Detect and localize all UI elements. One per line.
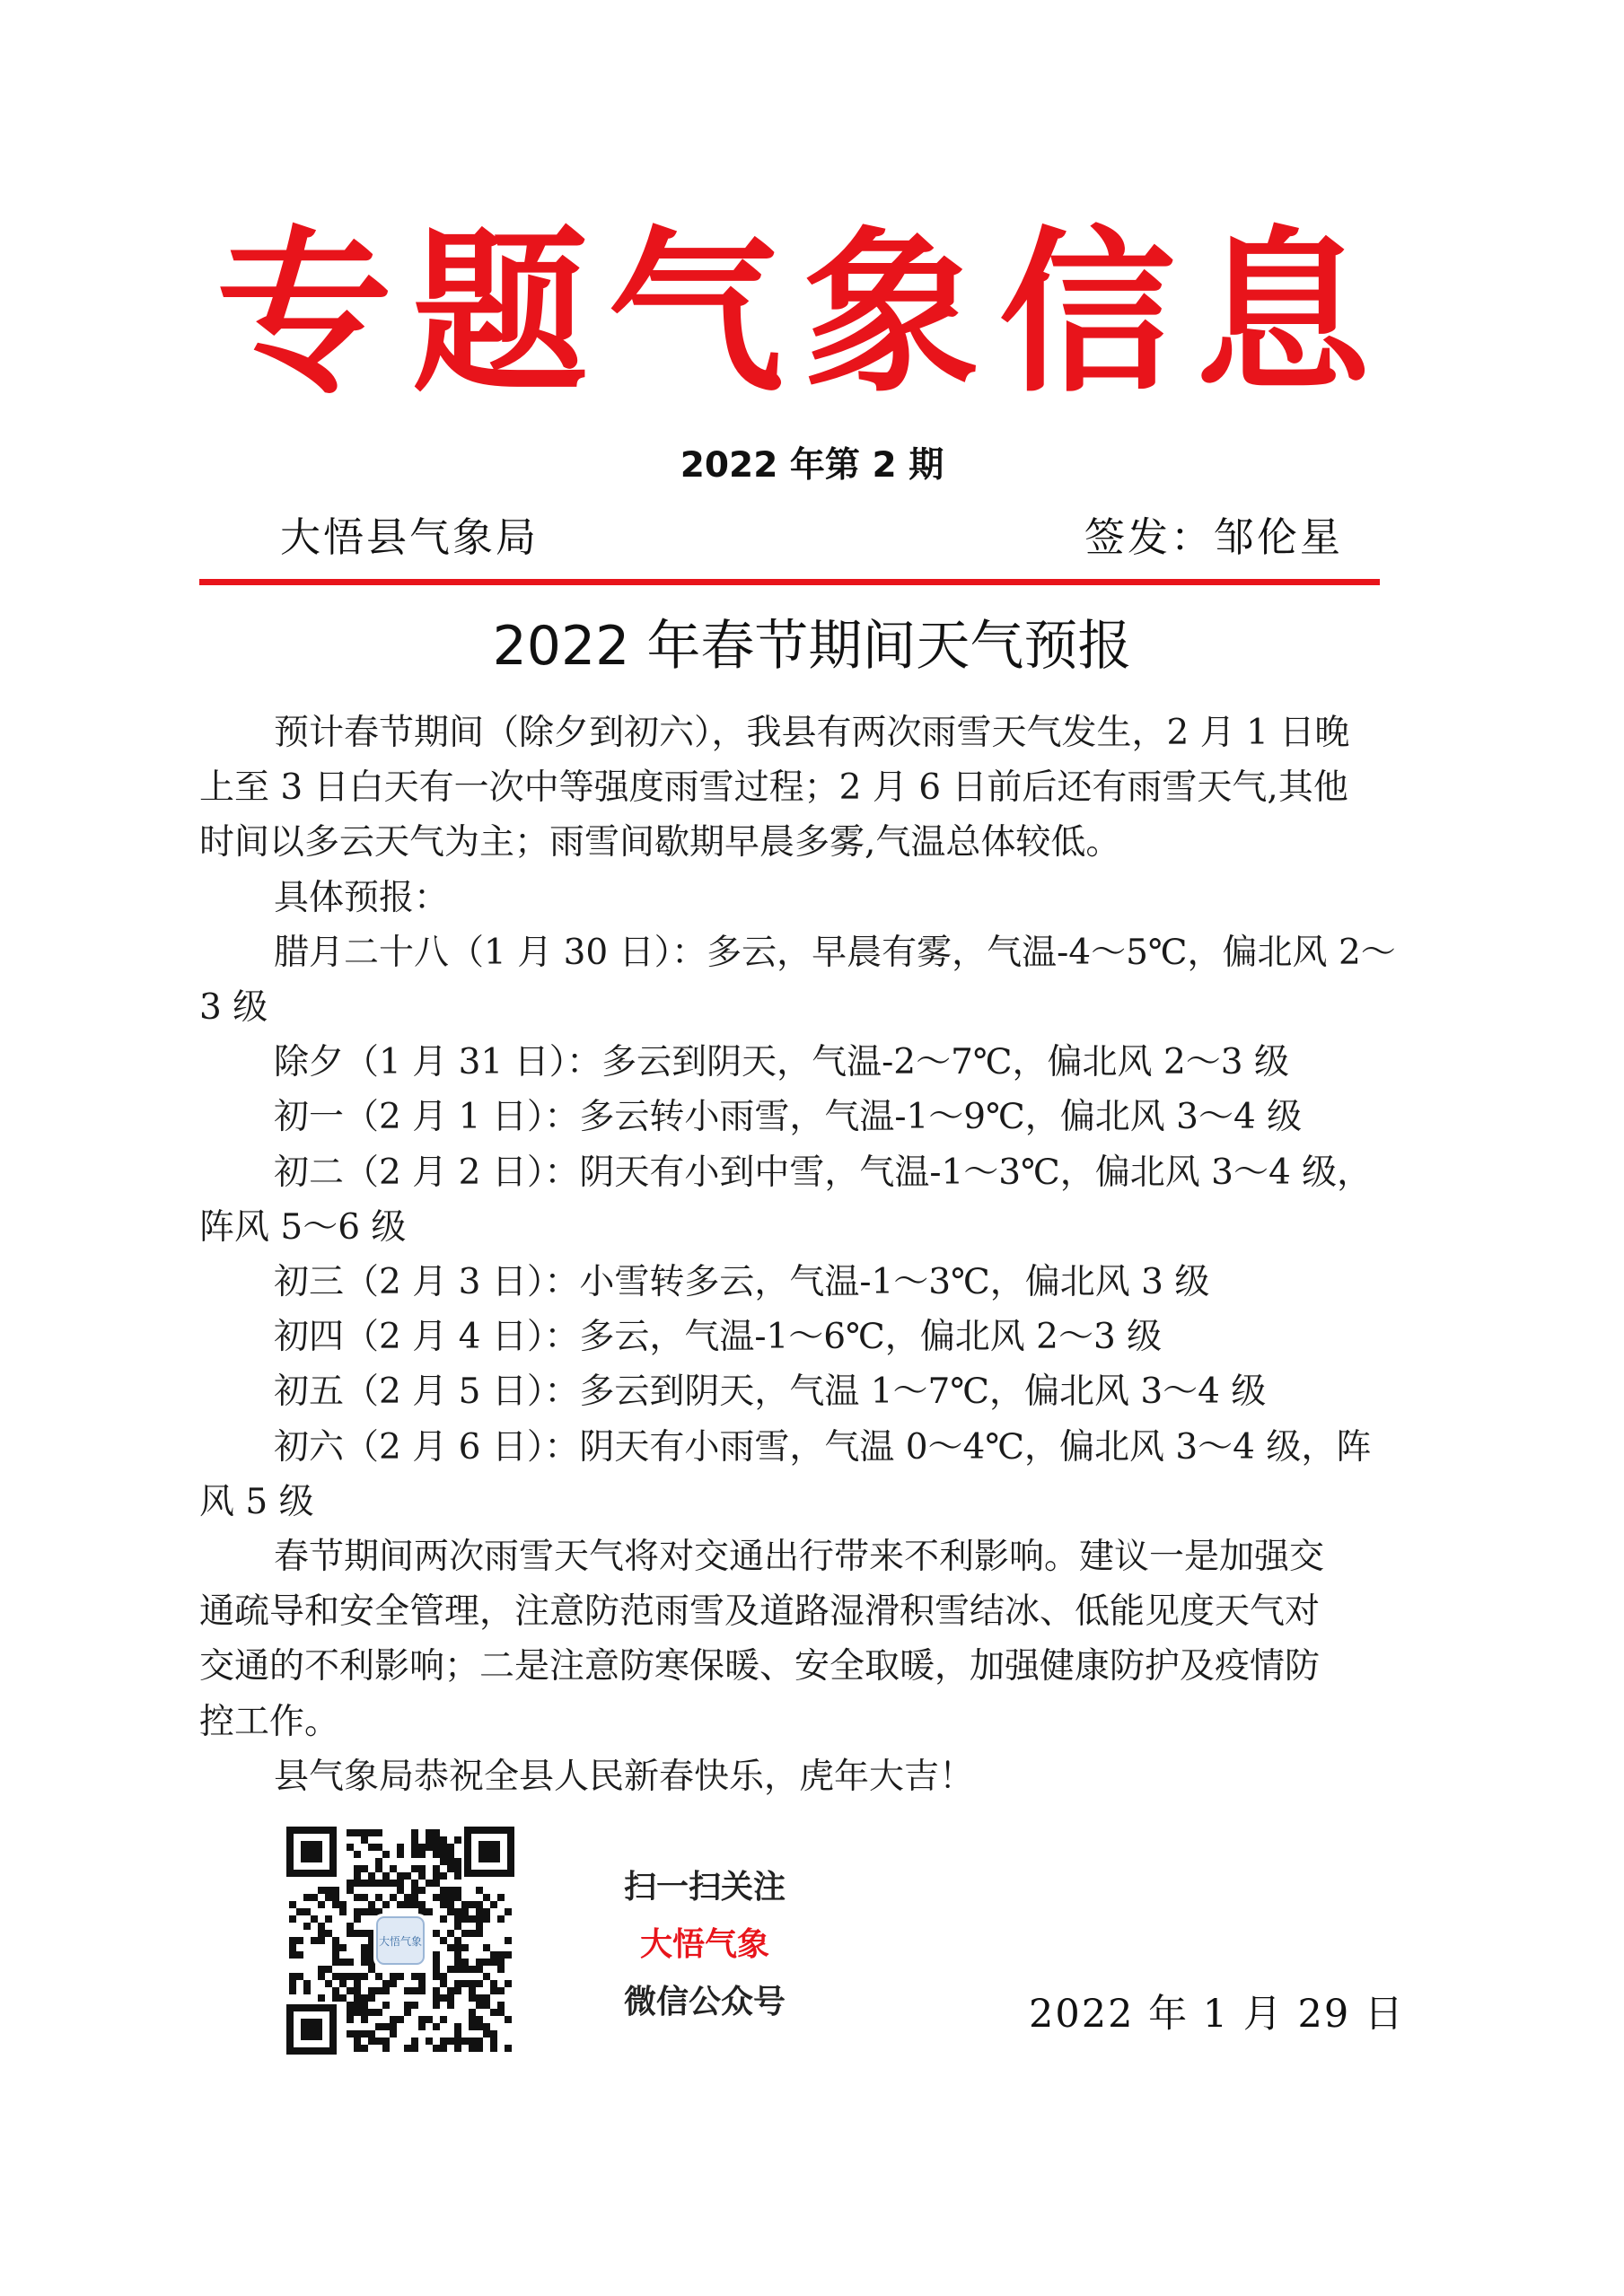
- forecast-line: 腊月二十八（1 月 30 日）：多云，早晨有雾，气温-4～5℃，偏北风 2～: [274, 932, 1396, 973]
- forecast-line: 初五（2 月 5 日）：多云到阴天，气温 1～7℃，偏北风 3～4 级: [274, 1371, 1267, 1413]
- advice-line: 交通的不利影响；二是注意防寒保暖、安全取暖，加强健康防护及疫情防: [199, 1646, 1321, 1687]
- wechat-qr-code[interactable]: [281, 1821, 520, 2060]
- advice-line: 通疏导和安全管理，注意防范雨雪及道路湿滑积雪结冰、低能见度天气对: [199, 1591, 1321, 1633]
- advice-line: 春节期间两次雨雪天气将对交通出行带来不利影响。建议一是加强交: [274, 1537, 1325, 1578]
- forecast-line: 初四（2 月 4 日）：多云，气温-1～6℃，偏北风 2～3 级: [274, 1317, 1163, 1358]
- body-line: 具体预报：: [274, 877, 450, 918]
- qr-logo-text: 大悟气象: [378, 1935, 423, 1948]
- qr-center-logo: [373, 1914, 427, 1967]
- forecast-line: 初六（2 月 6 日）：阴天有小雨雪，气温 0～4℃，偏北风 3～4 级，阵: [274, 1426, 1372, 1468]
- body-line: 上至 3 日白天有一次中等强度雨雪过程；2 月 6 日前后还有雨雪天气,其他: [199, 767, 1348, 809]
- qr-finder-bottom-left: [286, 2004, 337, 2055]
- qr-finder-top-right: [464, 1827, 514, 1877]
- issue-date: 2022 年 1 月 29 日: [1029, 1992, 1405, 2037]
- advice-line: 控工作。: [199, 1701, 340, 1742]
- qr-finder-top-left: [286, 1827, 337, 1877]
- forecast-line: 除夕（1 月 31 日）：多云到阴天，气温-2～7℃，偏北风 2～3 级: [274, 1042, 1289, 1083]
- caption-wechat-official: 微信公众号: [623, 1983, 786, 2020]
- qr-code-image: [281, 1821, 520, 2060]
- forecast-line: 3 级: [199, 987, 268, 1029]
- issue-number: 2022 年第 2 期: [680, 445, 944, 486]
- forecast-line: 初三（2 月 3 日）：小雪转多云，气温-1～3℃，偏北风 3 级: [274, 1262, 1210, 1303]
- caption-account-name: 大悟气象: [639, 1925, 769, 1963]
- header-divider: [199, 579, 1380, 585]
- forecast-line: 初一（2 月 1 日）：多云转小雨雪，气温-1～9℃，偏北风 3～4 级: [274, 1097, 1303, 1138]
- issuing-organization: 大悟县气象局: [280, 513, 540, 561]
- greeting-line: 县气象局恭祝全县人民新春快乐，虎年大吉！: [274, 1756, 975, 1797]
- forecast-line: 初二（2 月 2 日）：阴天有小到中雪，气温-1～3℃，偏北风 3～4 级，: [274, 1152, 1373, 1193]
- caption-scan: 扫一扫关注: [623, 1868, 786, 1906]
- forecast-line: 风 5 级: [199, 1481, 314, 1522]
- body-line: 时间以多云天气为主；雨雪间歇期早晨多雾,气温总体较低。: [199, 822, 1121, 863]
- document-title: 2022 年春节期间天气预报: [492, 615, 1132, 678]
- body-text: [199, 705, 1429, 1804]
- signer: 签发：邹伦星: [1084, 513, 1344, 561]
- body-line: 预计春节期间（除夕到初六），我县有两次雨雪天气发生，2 月 1 日晚: [274, 713, 1350, 753]
- masthead-title: 专题气象信息: [215, 212, 1391, 416]
- forecast-line: 阵风 5～6 级: [199, 1206, 407, 1248]
- wechat-caption: [593, 1858, 817, 2030]
